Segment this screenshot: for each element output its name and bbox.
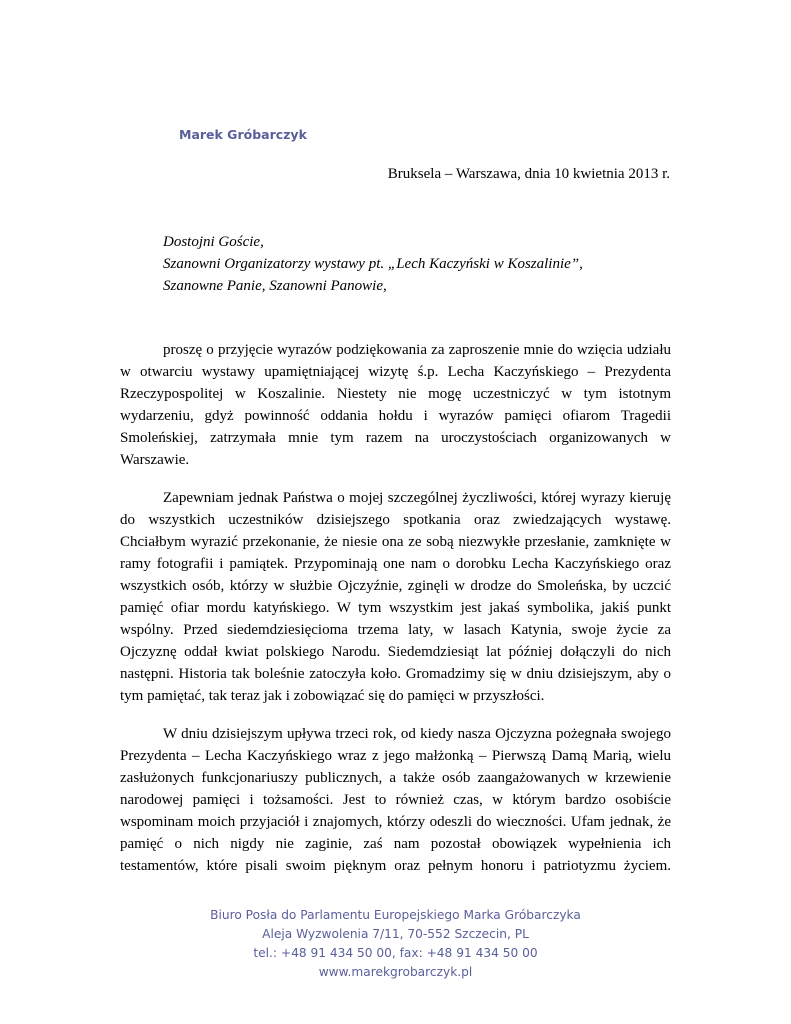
dateline: Bruksela – Warszawa, dnia 10 kwietnia 2013 r. [387,166,670,182]
author-name: Marek Gróbarczyk [179,127,307,142]
salutation-line: Szanowni Organizatorzy wystawy pt. „Lech Kaczyński w Koszalinie”, [163,256,583,272]
salutation-line: Dostojni Goście, [163,234,264,250]
letterhead-footer [0,906,791,982]
body-paragraph: proszę o przyjęcie wyrazów podziękowania za zaproszenie mnie do wzięcia udziału w otwarciu wystawy upamiętniającej wizytę ś.p. Lecha Kaczyńskiego – Prezydenta Rzeczypospolitej w Koszalinie. Niestety nie mogę uczestniczyć w tym istotnym wydarzeniu, gdyż powinność oddania hołdu i wyrazów pamięci ofiarom Tragedii Smoleńskiej, zatrzymała mnie tym razem na uroczystościach organizowanych w Warszawie. [120,342,671,469]
footer-phone-fax: tel.: +48 91 434 50 00, fax: +48 91 434 50 00 [253,946,538,960]
body-paragraph: Zapewniam jednak Państwa o mojej szczególnej życzliwości, której wyrazy kieruję do wszystkich uczestników dzisiejszego spotkania oraz zwiedzających wystawę. Chciałbym wyrazić przekonanie, że niesie ona ze sobą niezwykłe przesłanie, zamknięte w ramy fotografii i pamiątek. Przypominają one nam o dorobku Lecha Kaczyńskiego oraz wszystkich osób, którzy w służbie Ojczyźnie, zginęli w drodze do Smoleńska, by uczcić pamięć ofiar mordu katyńskiego. W tym wszystkim jest jakaś symbolika, jakiś punkt wspólny. Przed siedemdziesięcioma trzema laty, w lasach Katynia, swoje życie za Ojczyznę oddał kwiat polskiego Narodu. Siedemdziesiąt lat później dołączyli do nich następni. Historia tak boleśnie zatoczyła koło. Gromadzimy się w dniu dzisiejszym, aby o tym pamiętać, tak teraz jak i zobowiązać się do pamięci w przyszłości. [120,489,671,705]
salutation [163,231,583,297]
salutation-line: Szanowne Panie, Szanowni Panowie, [163,278,387,294]
footer-website: www.marekgrobarczyk.pl [318,965,473,979]
footer-address: Aleja Wyzwolenia 7/11, 70-552 Szczecin, PL [262,927,529,941]
letter-body [120,339,671,892]
footer-office-name: Biuro Posła do Parlamentu Europejskiego Marka Gróbarczyka [210,908,581,922]
body-paragraph: W dniu dzisiejszym upływa trzeci rok, od kiedy nasza Ojczyzna pożegnała swojego Prezydenta – Lecha Kaczyńskiego wraz z jego małżonką – Pierwszą Damą Marią, wielu zasłużonych funkcjonariuszy publicznych, a także osób zaangażowanych w krzewienie narodowej pamięci i tożsamości. Jest to również czas, w którym bardzo osobiście wspominam moich przyjaciół i znajomych, którzy odeszli do wieczności. Ufam jednak, że pamięć o nich nigdy nie zaginie, zaś nam pozostał obowiązek wypełnienia ich testamentów, które pisali swoim pięknym oraz pełnym honoru i patriotyzmu życiem. [120,725,671,875]
